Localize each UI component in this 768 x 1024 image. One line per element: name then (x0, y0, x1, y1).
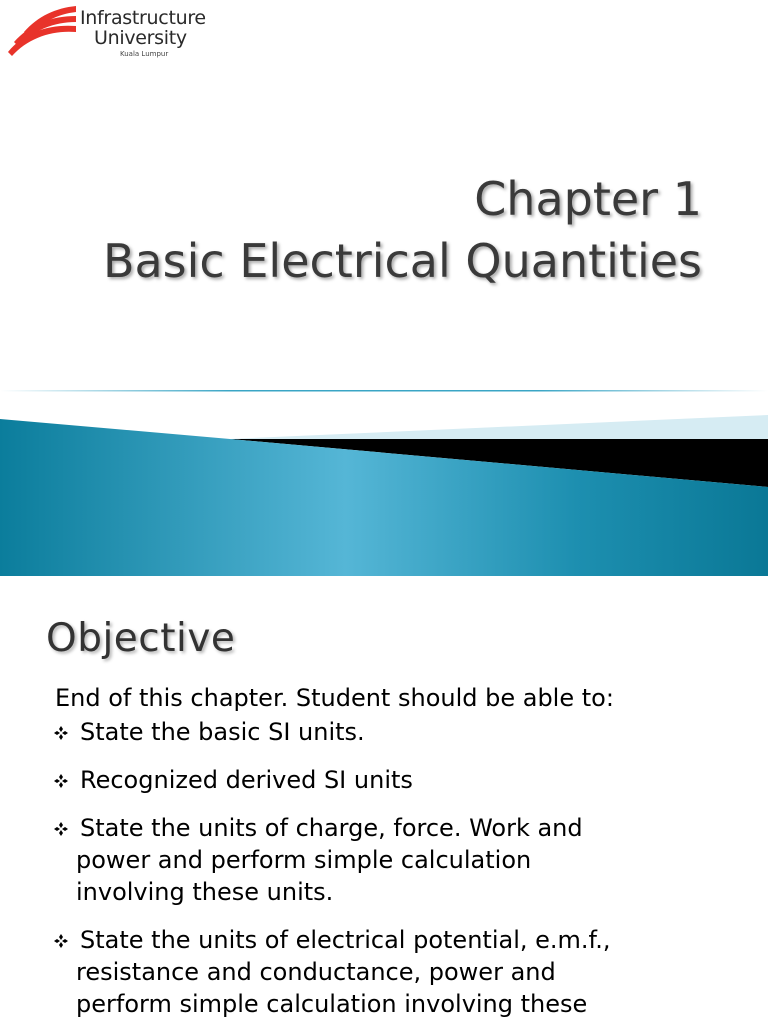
bullet-line: resistance and conductance, power and (76, 958, 556, 986)
logo-line-1: Infrastructure (80, 7, 206, 29)
decorative-wave-band (0, 395, 768, 576)
title-line-2: Basic Electrical Quantities (102, 234, 702, 288)
four-diamond-bullet-icon (54, 934, 68, 948)
bullet-line: Recognized derived SI units (80, 766, 413, 794)
list-item (52, 764, 752, 796)
university-logo (4, 2, 214, 62)
bullet-line: State the units of charge, force. Work and (80, 814, 583, 842)
book-arcs-logo-icon (4, 2, 82, 62)
bullet-line: State the units of electrical potential, e.m.f., (80, 926, 611, 954)
bullet-line: perform simple calculation involving these (76, 990, 588, 1018)
four-diamond-bullet-icon (54, 726, 68, 740)
objective-intro: End of this chapter. Student should be able to: (55, 684, 614, 712)
title-line-1: Chapter 1 (474, 172, 702, 226)
objective-list (52, 716, 752, 1024)
divider-line (0, 389, 768, 393)
objective-heading: Objective (46, 616, 236, 661)
bullet-line: power and perform simple calculation (76, 846, 532, 874)
bullet-line: State the basic SI units. (80, 718, 365, 746)
list-item (52, 924, 752, 1020)
slide-title (103, 168, 702, 292)
list-item (52, 716, 752, 748)
list-item (52, 812, 752, 908)
four-diamond-bullet-icon (54, 774, 68, 788)
objective-slide (0, 576, 768, 1024)
logo-wordmark (80, 8, 206, 48)
bullet-line: involving these units. (76, 878, 334, 906)
logo-line-3: Kuala Lumpur (120, 50, 169, 58)
four-diamond-bullet-icon (54, 822, 68, 836)
logo-line-2: University (94, 27, 187, 49)
